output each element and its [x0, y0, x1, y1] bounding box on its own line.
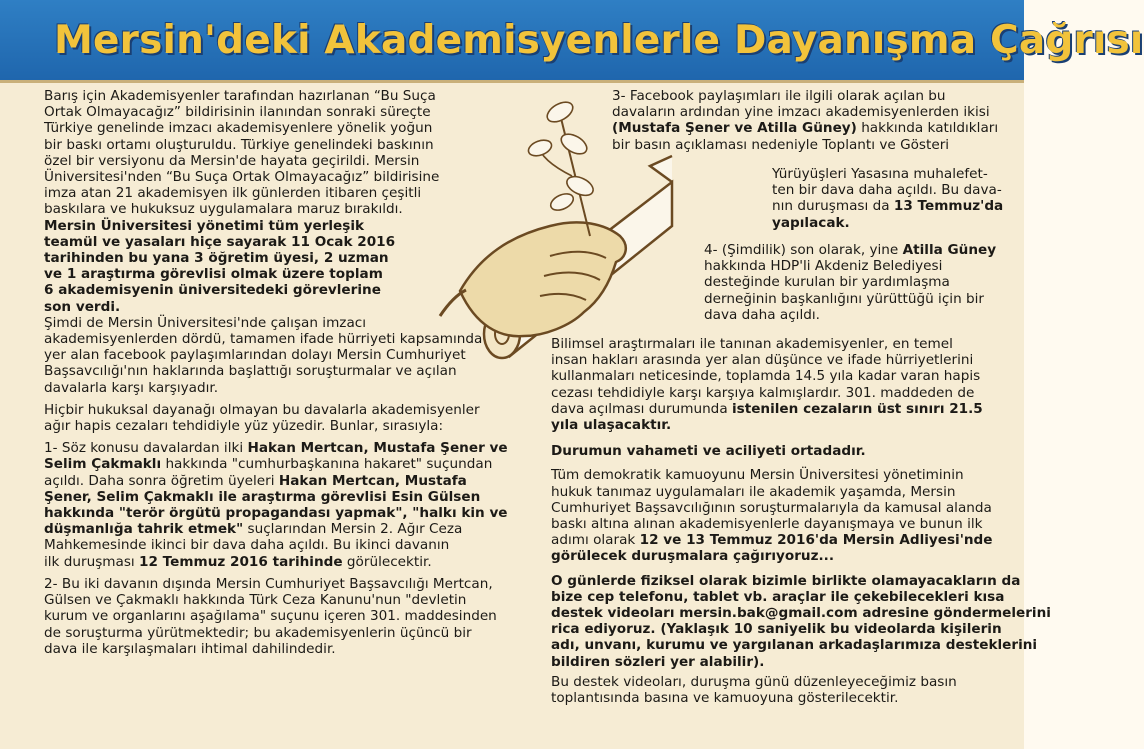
- closing-paragraph: Bu destek videoları, duruşma günü düzenleyeceğimiz basın toplantısında basına ve kamuoyuna gösterilecektir.: [551, 673, 957, 707]
- urgency-line: Durumun vahameti ve aciliyeti ortadadır.: [551, 443, 866, 460]
- threat-paragraph: Hiçbir hukuksal dayanağı olmayan bu davalarla akademisyenler ağır hapis cezaları tehdidiyle yüz yüzedir. Bunlar, sırasıyla:: [44, 401, 480, 435]
- investigation-paragraph: Şimdi de Mersin Üniversitesi'nde çalışan imzacı akademisyenlerden dördü, tamamen ifade hürriyeti kapsamında yer alan facebook paylaşımlarından dolayı Mersin Cumhuriyet Başsavcılığı'nın haklarında başlattığı soruşturmalar ve açılan davalarla karşı karşıyadır.: [44, 314, 483, 396]
- call-paragraph: Tüm demokratik kamuoyunu Mersin Üniversitesi yönetiminin hukuk tanımaz uygulamaları ile akademik yaşamda, Mersin Cumhuriyet Başsavcılığının soruşturmalarıyla da kamusal alanda baskı altına alınan akademisyenlerle dayanışmaya ve bunun ilk adımı olarak 12 ve 13 Temmuz 2016'da Mersin Adliyesi'nde görülecek duruşmalara çağırıyoruz...: [551, 467, 993, 565]
- first-case-paragraph: 1- Söz konusu davalardan ilki Hakan Mertcan, Mustafa Şener ve Selim Çakmaklı hakkında "cumhurbaşkanına hakaret" suçundan açıldı. Daha sonra öğretim üyeleri Hakan Mertcan, Mustafa Şener, Selim Çakmaklı ile araştırma görevlisi Esin Gülsen hakkında "terör örgütü propagandası yapmak", "halkı kin ve düşmanlığa tahrik etmek" suçlarından Mersin 2. Ağır Ceza Mahkemesinde ikinci bir dava daha açıldı. Bu ikinci davanın ilk duruşması 12 Temmuz 2016 tarihinde görülecektir.: [44, 440, 508, 570]
- second-case-paragraph: 2- Bu iki davanın dışında Mersin Cumhuriyet Başsavcılığı Mertcan, Gülsen ve Çakmaklı hakkında Türk Ceza Kanunu'nun "devletin kurum ve organlarını aşağılama" suçunu içeren 301. maddesinden de soruşturma yürütmektedir; bu akademisyenlerin üçüncü bir dava ile karşılaşmaları ihtimal dahilindedir.: [44, 575, 497, 657]
- right-column-lower: [551, 336, 1051, 707]
- third-case-continued: Yürüyüşleri Yasasına muhalefet- ten bir dava daha açıldı. Bu dava- nın duruşması da 13 Temmuz'da yapılacak.: [772, 166, 1004, 231]
- fourth-case-paragraph: 4- (Şimdilik) son olarak, yine Atilla Güney hakkında HDP'li Akdeniz Belediyesi desteğinde kurulan bir yardımlaşma derneğinin başkanlığını yürüttüğü için bir dava daha açıldı.: [704, 242, 997, 323]
- left-column: [44, 88, 534, 657]
- headline-banner: [0, 0, 1144, 83]
- sentence-paragraph: Bilimsel araştırmaları ile tanınan akademisyenler, en temel insan hakları arasında yer alan düşünce ve ifade hürriyetlerini kullanmaları neticesinde, toplamda 14.5 yıla kadar varan hapis cezası tehdidiyle karşı karşıya kalmışlardır. 301. maddeden de dava açılması durumunda istenilen cezaların üst sınırı 21.5 yıla ulaşacaktır.: [551, 336, 983, 434]
- headline: Mersin'deki Akademisyenlerle Dayanışma Çağrısı: [54, 18, 1144, 63]
- dismissal-paragraph: Mersin Üniversitesi yönetimi tüm yerleşik teamül ve yasaları hiçe sayarak 11 Ocak 2016 tarihinden bu yana 3 öğretim üyesi, 2 uzman ve 1 araştırma görevlisi olmak üzere toplam 6 akademisyenin üniversitedeki görevlerine son verdi.: [44, 217, 396, 315]
- intro-paragraph: Barış için Akademisyenler tarafından hazırlanan “Bu Suça Ortak Olmayacağız” bildirisinin ilanından sonraki süreçte Türkiye genelinde imzacı akademisyenlere yönelik yoğun bir baskı ortamı oluşturuldu. Türkiye genelindeki baskının özel bir versiyonu da Mersin'de hayata geçirildi. Mersin Üniversitesi'nden “Bu Suça Ortak Olmayacağız” bildirisine imza atan 21 akademisyen ilk günlerden itibaren çeşitli baskılara ve hukuksuz uygulamalara maruz bırakıldı.: [44, 88, 440, 218]
- third-case-paragraph: 3- Facebook paylaşımları ile ilgili olarak açılan bu davaların ardından yine imzacı akademisyenlerden ikisi (Mustafa Şener ve Atilla Güney) hakkında katıldıkları bir basın açıklaması nedeniyle Toplantı ve Gösteri: [612, 88, 999, 153]
- video-request-paragraph: O günlerde fiziksel olarak bizimle birlikte olamayacakların da bize cep telefonu, tablet vb. araçlar ile çekebilecekleri kısa destek videoları mersin.bak@gmail.com adresine göndermelerini rica ediyoruz. (Yaklaşık 10 saniyelik bu videolarda kişilerin adı, unvanı, kurumu ve yargılanan arkadaşlarımıza desteklerini bildiren sözleri yer alabilir).: [551, 572, 1051, 670]
